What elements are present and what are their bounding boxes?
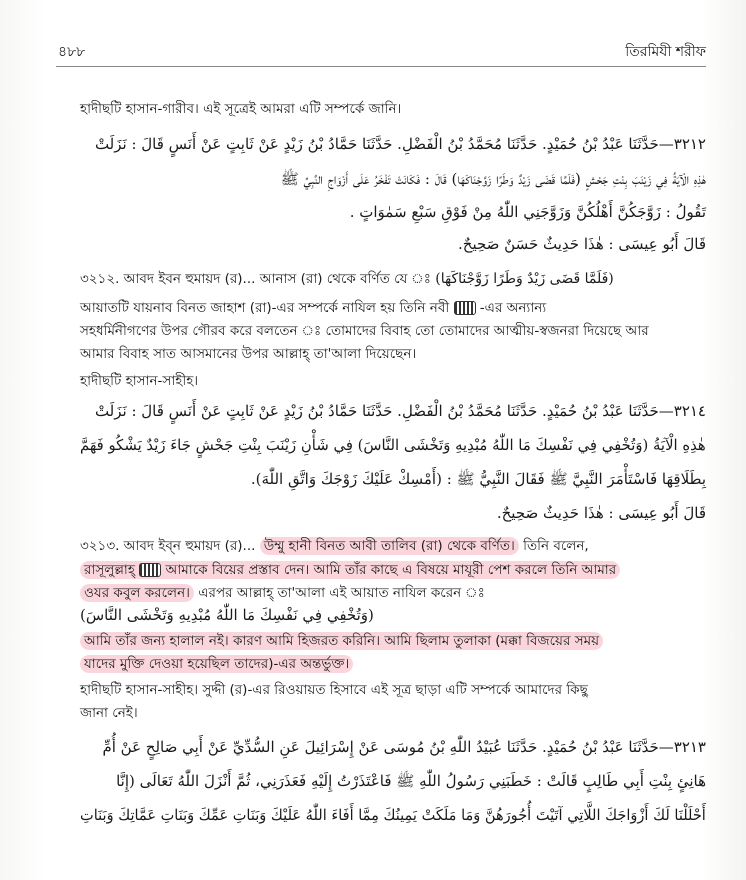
- arabic-quote: (فَلَمَّا قَضَى زَيْدٌ وَطَرًا زَوَّجْنَاكَهَا): [435, 271, 614, 287]
- text-line: হাদীছটি হাসান-সাহীহ।: [80, 373, 199, 389]
- text-span: -এর অন্যান্য: [479, 300, 547, 316]
- salutation-seal-icon: [454, 301, 476, 315]
- arabic-line: ٣٢١٣—حَدَّثَنَا عَبْدُ بْنُ حُمَيْدٍ. حَدَّثَنَا عُبَيْدُ اللّٰهِ بْنُ مُوسَى عَنْ إِسْرَائِيلَ عَنِ السُّدِّيِّ عَنْ أَبِي صَالِحٍ عَنْ أُمِّ: [102, 738, 706, 756]
- hadith-intro: ৩২১২. আবদ ইবন হুমায়দ (র)... আনাস (রা) থেকে বর্ণিত যে ঃ: [80, 271, 431, 287]
- text-span: রাসূলুল্লাহ্: [84, 562, 135, 578]
- text-line: [80, 535, 589, 558]
- text-line: [80, 559, 620, 582]
- text-line: সহধর্মিনীগণের উপর গৌরব করে বলতেন ঃ তোমাদের বিবাহ তো তোমাদের আত্মীয়-স্বজনরা দিয়েছে আর: [80, 323, 649, 339]
- text-span: ৩২১৩. আবদ ইব্ন হুমায়দ (র)...: [80, 538, 256, 554]
- arabic-line: بِطَلَاقِهَا فَاسْتَأْمَرَ النَّبِيَّ ﷺ فَقَالَ النَّبِيُّ ﷺ : (أَمْسِكْ عَلَيْكَ زَوْجَكَ وَاتَّقِ اللّٰهَ).: [250, 470, 706, 488]
- header-rule: [56, 66, 706, 67]
- text-line: হাদীছটি হাসান-গারীব। এই সূত্রেই আমরা এটি সম্পর্কে জানি।: [80, 101, 402, 117]
- arabic-line: قَالَ أَبُو عِيسَى : هٰذَا حَدِيثٌ صَحِيحٌ.: [496, 504, 706, 522]
- text-span: তিনি বলেন,: [523, 538, 589, 554]
- text-span: আয়াতটি যায়নাব বিনত জাহাশ (রা)-এর সম্পর্কে নাযিল হয় তিনি নবী: [80, 300, 450, 316]
- text-span: আমাকে বিয়ের প্রস্তাব দেন। আমি তাঁর কাছে এ বিষয়ে মাযূরী পেশ করলে তিনি আমার: [165, 562, 617, 578]
- arabic-quote: (وَتُخْفِي فِي نَفْسِكَ مَا اللّٰهُ مُبْدِيهِ وَتَخْشَى النَّاسَ): [80, 606, 374, 624]
- arabic-line: هَانِئٍ بِنْتِ أَبِي طَالِبٍ قَالَتْ : خَطَبَنِي رَسُولُ اللّٰهِ ﷺ فَاعْتَذَرْتُ إِلَيْهِ فَعَذَرَنِي، ثُمَّ أَنْزَلَ اللّٰهُ تَعَالَى (إِنَّا: [116, 772, 706, 790]
- text-line: হাদীছটি হাসান-সাহীহ। সুদ্দী (র)-এর রিওয়ায়ত হিসাবে এই সূত্র ছাড়া এটি সম্পর্কে আমাদের কিছু: [80, 682, 588, 698]
- salutation-seal-icon: [139, 563, 161, 577]
- arabic-line: قَالَ أَبُو عِيسَى : هٰذَا حَدِيثٌ حَسَنٌ صَحِيحٌ.: [458, 235, 706, 253]
- text-line: [80, 582, 485, 605]
- page-number: ৪৮৮: [58, 44, 86, 60]
- text-line: [80, 268, 614, 291]
- text-line: [80, 653, 353, 676]
- arabic-line: هٰذِهِ الْآيَةُ فِي زَيْنَبَ بِنْتِ جَحْشٍ (فَلَمَّا قَضَى زَيْدٌ وَطَرًا زَوَّجْنَاكَهَا) قَالَ : فَكَانَتْ تَفْخَرُ عَلَى أَزْوَاجِ النَّبِيِّ ﷺ: [280, 170, 706, 188]
- highlighted-text: [80, 561, 620, 579]
- highlighted-text: ওযর কবুল করলেন।: [80, 584, 194, 602]
- arabic-line: أَحْلَلْنَا لَكَ أَزْوَاجَكَ اللَّاتِي آتَيْتَ أُجُورَهُنَّ وَمَا مَلَكَتْ يَمِينُكَ مِمَّا أَفَاءَ اللّٰهُ عَلَيْكَ وَبَنَاتِ عَمِّكَ وَبَنَاتِ عَمَّاتِكَ وَبَنَاتِ: [80, 806, 706, 824]
- text-line: [80, 630, 603, 653]
- arabic-line: هٰذِهِ الْآيَةُ (وَتُخْفِي فِي نَفْسِكَ مَا اللّٰهُ مُبْدِيهِ وَتَخْشَى النَّاسَ) فِي شَأْنِ زَيْنَبَ بِنْتِ جَحْشٍ جَاءَ زَيْدٌ يَشْكُو فَهَمَّ: [80, 436, 706, 454]
- text-span: এরপর আল্লাহ্ তা'আলা এই আয়াত নাযিল করেন ঃ: [198, 585, 485, 601]
- arabic-line: ٣٢١٤—حَدَّثَنَا عَبْدُ بْنُ حُمَيْدٍ. حَدَّثَنَا مُحَمَّدُ بْنُ الْفَضْلِ. حَدَّثَنَا حَمَّادُ بْنُ زَيْدٍ عَنْ ثَابِتٍ عَنْ أَنَسٍ قَالَ : نَزَلَتْ: [94, 402, 706, 420]
- highlighted-text: উম্মু হানী বিনত আবী তালিব (রা) থেকে বর্ণিত।: [260, 537, 519, 555]
- book-title: তিরমিযী শরীফ: [625, 44, 706, 60]
- arabic-line: تَقُولُ : زَوَّجَكُنَّ أَهْلُكُنَّ وَزَوَّجَنِي اللّٰهُ مِنْ فَوْقِ سَبْعِ سَمٰوَاتٍ .: [349, 203, 706, 221]
- arabic-line: ٣٢١٢—حَدَّثَنَا عَبْدُ بْنُ حُمَيْدٍ. حَدَّثَنَا مُحَمَّدُ بْنُ الْفَضْلِ. حَدَّثَنَا حَمَّادُ بْنُ زَيْدٍ عَنْ ثَابِتٍ عَنْ أَنَسٍ قَالَ : نَزَلَتْ: [94, 135, 706, 153]
- text-line: আমার বিবাহ সাত আসমানের উপর আল্লাহ্ তা'আলা দিয়েছেন।: [80, 346, 417, 362]
- text-line: জানা নেই।: [80, 705, 138, 721]
- highlighted-text: আমি তাঁর জন্য হালাল নই। কারণ আমি হিজরত করিনি। আমি ছিলাম তুলাকা (মক্কা বিজয়ের সময়: [80, 632, 603, 650]
- text-line: [80, 297, 546, 320]
- highlighted-text: যাদের মুক্তি দেওয়া হয়েছিল তাদের)-এর অন্তর্ভুক্ত।: [80, 655, 353, 673]
